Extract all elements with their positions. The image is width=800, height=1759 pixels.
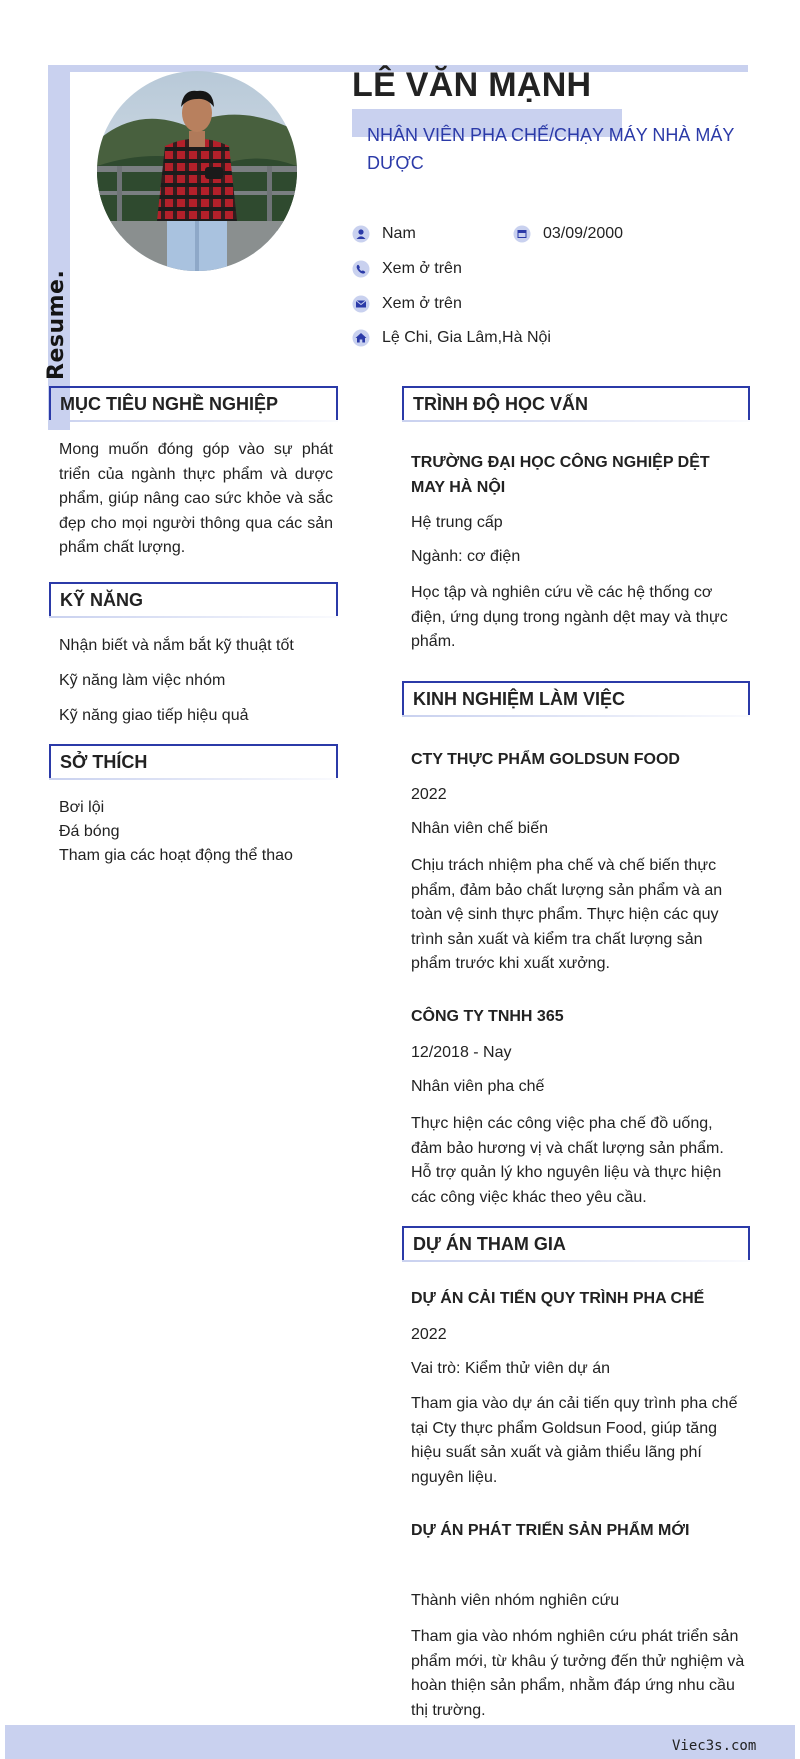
footer-brand[interactable]: Viec3s.com bbox=[672, 1738, 757, 1754]
candidate-name: LÊ VĂN MẠNH bbox=[352, 66, 592, 104]
phone-icon bbox=[352, 260, 370, 278]
skill-item: Kỹ năng làm việc nhóm bbox=[59, 672, 226, 689]
profile-photo bbox=[97, 71, 297, 271]
home-icon bbox=[352, 329, 370, 347]
experience-heading-text: KINH NGHIỆM LÀM VIỆC bbox=[413, 689, 626, 709]
hobby-item: Tham gia các hoạt động thể thao bbox=[59, 847, 293, 864]
project-name: DỰ ÁN CẢI TIẾN QUY TRÌNH PHA CHẾ bbox=[411, 1290, 705, 1307]
education-school: TRƯỜNG ĐẠI HỌC CÔNG NGHIỆP DỆT MAY HÀ NỘI bbox=[411, 454, 710, 496]
job-position: Nhân viên chế biến bbox=[411, 820, 548, 837]
job-period: 2022 bbox=[411, 786, 447, 803]
projects-heading bbox=[402, 1226, 750, 1260]
project-role: Thành viên nhóm nghiên cứu bbox=[411, 1592, 620, 1609]
resume-label: Resume. bbox=[44, 269, 69, 380]
job-company: CÔNG TY TNHH 365 bbox=[411, 1008, 564, 1025]
projects-heading-text: DỰ ÁN THAM GIA bbox=[413, 1234, 566, 1254]
skills-heading bbox=[49, 582, 338, 616]
objective-heading-text: MỤC TIÊU NGHỀ NGHIỆP bbox=[60, 394, 279, 414]
email-value: Xem ở trên bbox=[382, 295, 462, 312]
job-company: CTY THỰC PHẨM GOLDSUN FOOD bbox=[411, 751, 680, 768]
address-value: Lệ Chi, Gia Lâm,Hà Nội bbox=[382, 329, 551, 346]
phone-value: Xem ở trên bbox=[382, 260, 462, 277]
job-description: Chịu trách nhiệm pha chế và chế biến thực phẩm, đảm bảo chất lượng sản phẩm và an toàn vệ sinh thực phẩm. Thực hiện các quy trình sản xuất và kiểm tra chất lượng sản phẩm trước khi xuất xưởng. bbox=[411, 857, 723, 972]
person-icon bbox=[352, 225, 370, 243]
skill-item: Kỹ năng giao tiếp hiệu quả bbox=[59, 707, 249, 724]
education-heading-text: TRÌNH ĐỘ HỌC VẤN bbox=[413, 394, 588, 414]
education-heading bbox=[402, 386, 750, 420]
job-period: 12/2018 - Nay bbox=[411, 1044, 512, 1061]
skills-heading-text: KỸ NĂNG bbox=[60, 590, 144, 610]
project-name: DỰ ÁN PHÁT TRIỂN SẢN PHẨM MỚI bbox=[411, 1522, 690, 1539]
project-period: 2022 bbox=[411, 1326, 447, 1343]
job-title: NHÂN VIÊN PHA CHẾ/CHẠY MÁY NHÀ MÁY DƯỢC bbox=[367, 125, 735, 173]
hobby-item: Bơi lội bbox=[59, 799, 105, 816]
education-level: Hệ trung cấp bbox=[411, 514, 503, 531]
objective-heading bbox=[49, 386, 338, 420]
gender-value: Nam bbox=[382, 225, 416, 242]
dob-value: 03/09/2000 bbox=[543, 225, 624, 242]
project-role: Vai trò: Kiểm thử viên dự án bbox=[411, 1360, 610, 1377]
experience-heading bbox=[402, 681, 750, 715]
hobby-item: Đá bóng bbox=[59, 823, 120, 840]
job-position: Nhân viên pha chế bbox=[411, 1078, 545, 1095]
hobbies-heading-text: SỞ THÍCH bbox=[60, 752, 148, 772]
education-description: Học tập và nghiên cứu về các hệ thống cơ điện, ứng dụng trong ngành dệt may và thực phẩm. bbox=[411, 584, 728, 650]
hobbies-heading bbox=[49, 744, 338, 778]
education-major: Ngành: cơ điện bbox=[411, 548, 521, 565]
calendar-icon bbox=[513, 225, 531, 243]
project-description: Tham gia vào nhóm nghiên cứu phát triển sản phẩm mới, từ khâu ý tưởng đến thử nghiệm và hoàn thiện sản phẩm, nhằm đáp ứng nhu cầu thị trường. bbox=[411, 1628, 745, 1719]
objective-text: Mong muốn đóng góp vào sự phát triển của ngành thực phẩm và dược phẩm, giúp nâng cao sức khỏe và sắc đẹp cho mọi người thông qua các sản phẩm chất lượng. bbox=[59, 441, 333, 556]
envelope-icon bbox=[352, 295, 370, 313]
skill-item: Nhận biết và nắm bắt kỹ thuật tốt bbox=[59, 637, 294, 654]
job-description: Thực hiện các công việc pha chế đồ uống, đảm bảo hương vị và chất lượng sản phẩm. Hỗ trợ quản lý kho nguyên liệu và thực hiện các công việc khác theo yêu cầu. bbox=[411, 1115, 724, 1206]
project-description: Tham gia vào dự án cải tiến quy trình pha chế tại Cty thực phẩm Goldsun Food, giúp tăng hiệu suất sản xuất và giảm thiểu lãng phí nguyên liệu. bbox=[411, 1395, 738, 1486]
